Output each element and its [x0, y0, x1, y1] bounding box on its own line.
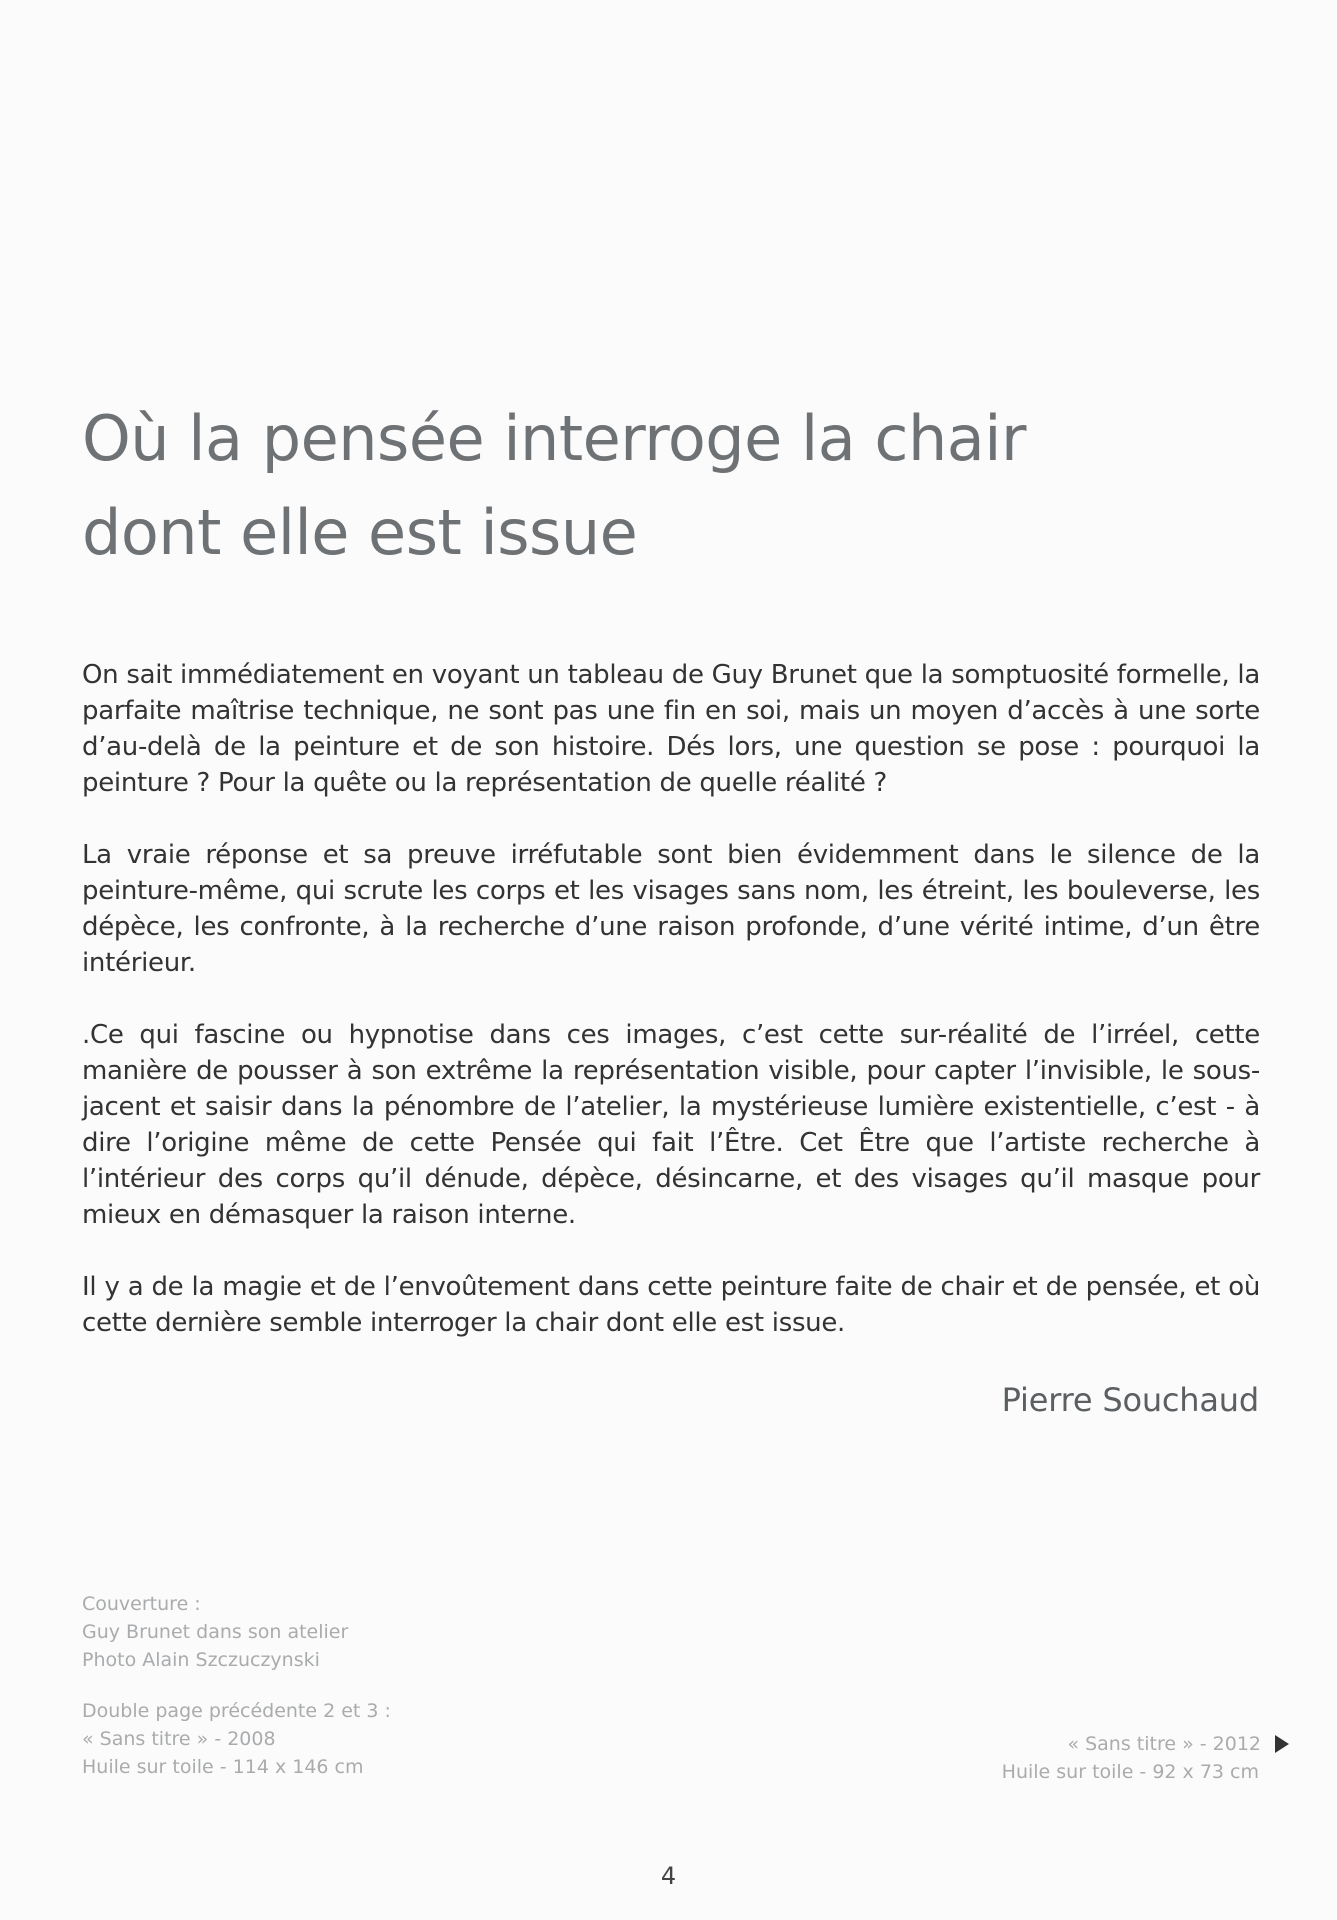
title-line-1: Où la pensée interroge la chair [82, 402, 1026, 475]
paragraph-1: On sait immédiatement en voyant un tableau de Guy Brunet que la somptuosité formelle, la parfaite maîtrise technique, ne sont pas une fin en soi, mais un moyen d’accès à une sorte d’au-delà de la peinture et de son histoire. Dés lors, une question se pose : pourquoi la peinture ? Pour la quête ou la représentation de quelle réalité ? [82, 660, 1260, 798]
paragraph-3: .Ce qui fascine ou hypnotise dans ces images, c’est cette sur-réalité de l’irréel, cette manière de pousser à son extrême la représentation visible, pour capter l’invisible, le sous-jacent et saisir dans la pénombre de l’atelier, la mystérieuse lumière existentielle, c’est - à dire l’origine même de cette Pensée qui fait l’Être. Cet Être que l’artiste recherche à l’intérieur des corps qu’il dénude, dépèce, désincarne, et des visages qu’il masque pour mieux en démasquer la raison interne. [82, 1020, 1260, 1230]
double-page-caption-line-1: Double page précédente 2 et 3 : [82, 1700, 391, 1722]
cover-caption-line-3: Photo Alain Szczuczynski [82, 1649, 320, 1671]
paragraph-4: Il y a de la magie et de l’envoûtement dans cette peinture faite de chair et de pensée, et où cette dernière semble interroger la chair dont elle est issue. [82, 1272, 1260, 1338]
article-body [82, 657, 1260, 1341]
right-caption-line-2: Huile sur toile - 92 x 73 cm [1001, 1761, 1259, 1783]
cover-caption-line-1: Couverture : [82, 1593, 201, 1615]
page-number: 4 [660, 1862, 677, 1890]
right-caption-line-1: « Sans titre » - 2012 [1067, 1733, 1261, 1755]
double-page-caption-line-3: Huile sur toile - 114 x 146 cm [82, 1756, 364, 1778]
right-arrow-icon [1275, 1735, 1289, 1753]
cover-caption [82, 1590, 348, 1674]
title-line-2: dont elle est issue [82, 496, 638, 569]
right-caption-row-1 [1002, 1730, 1259, 1758]
right-caption [1002, 1730, 1259, 1786]
paragraph-2: La vraie réponse et sa preuve irréfutable sont bien évidemment dans le silence de la peinture-même, qui scrute les corps et les visages sans nom, les étreint, les bouleverse, les dépèce, les confronte, à la recherche d’une raison profonde, d’une vérité intime, d’un être intérieur. [82, 840, 1260, 978]
cover-caption-line-2: Guy Brunet dans son atelier [82, 1621, 349, 1643]
author-signature: Pierre Souchaud [1001, 1381, 1259, 1419]
double-page-caption [82, 1697, 391, 1781]
page-title [82, 392, 1262, 580]
double-page-caption-line-2: « Sans titre » - 2008 [82, 1728, 276, 1750]
